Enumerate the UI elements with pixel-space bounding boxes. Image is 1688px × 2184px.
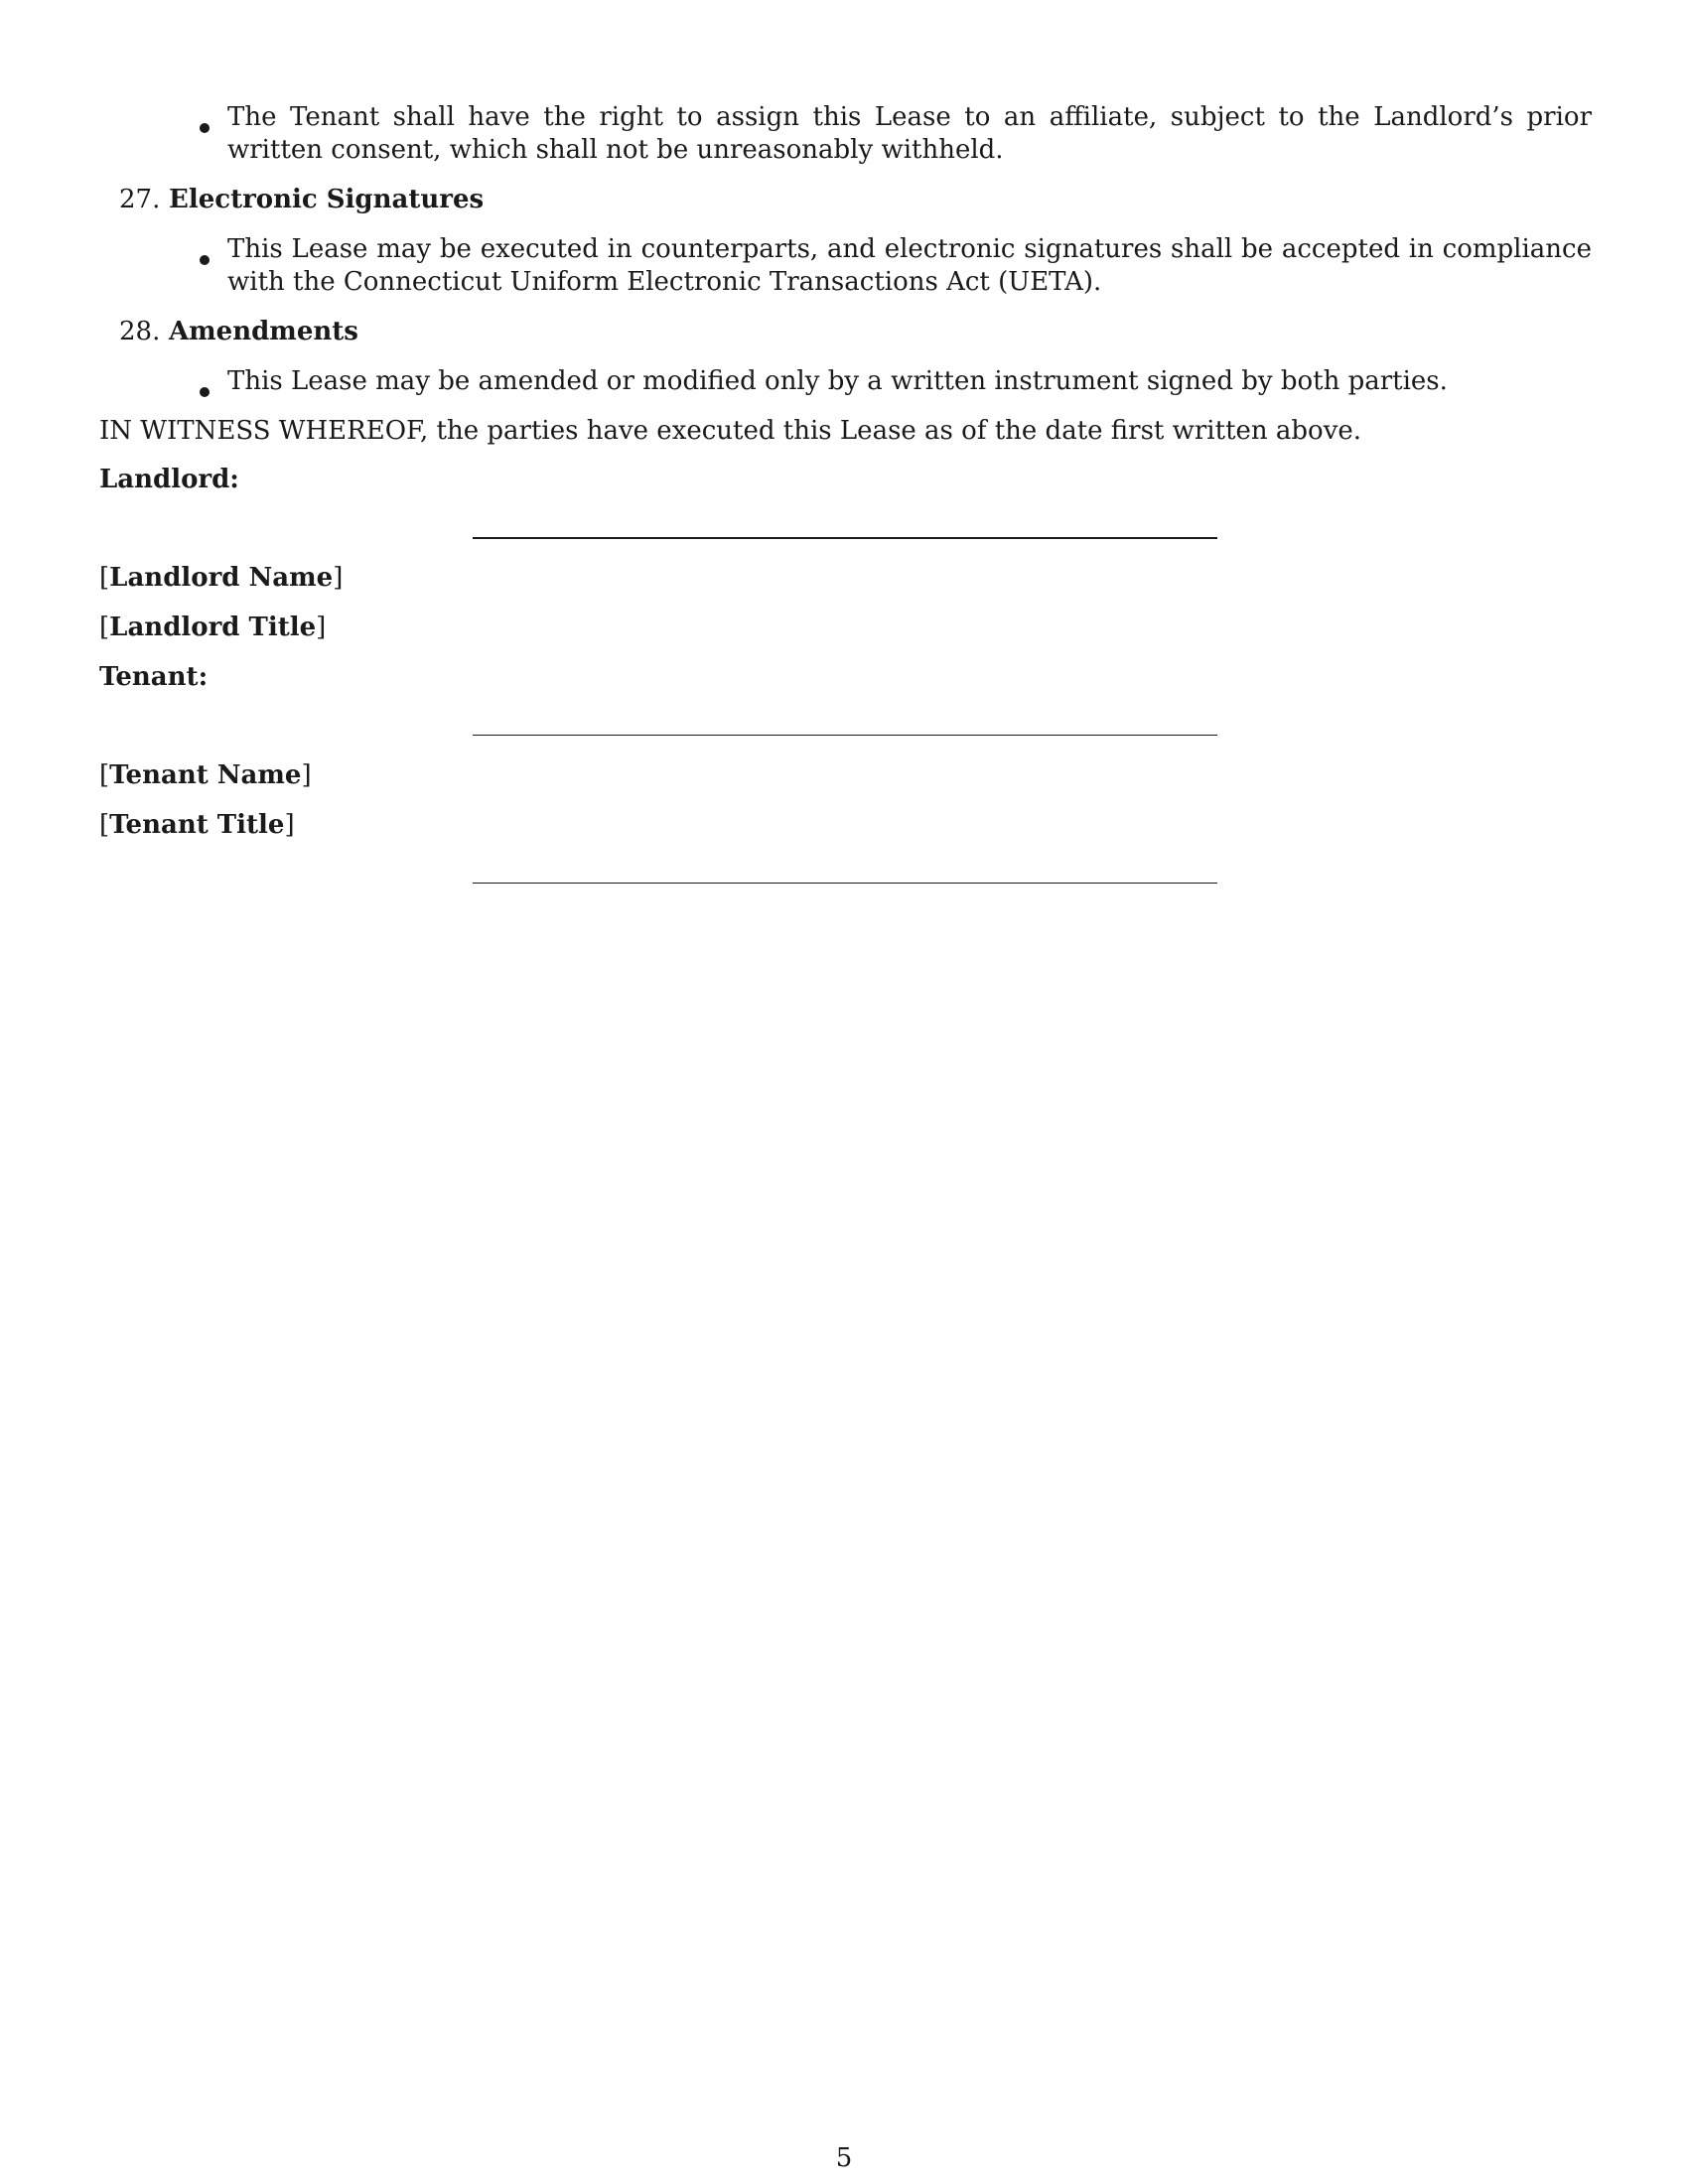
section-28-number: 28. [119,317,161,346]
bracket-open: [ [99,613,110,642]
witness-statement: IN WITNESS WHEREOF, the parties have executed this Lease as of the date first written above. [99,416,1362,446]
landlord-signature-line[interactable] [473,537,1217,539]
landlord-title-placeholder [99,612,326,644]
date-signature-line[interactable] [473,883,1217,884]
landlord-name-placeholder [99,562,343,595]
section-27-number: 27. [119,185,161,214]
section-28-title: Amendments [169,317,358,346]
tenant-name-placeholder [99,759,312,792]
bracket-close: ] [333,563,344,593]
tenant-name: Tenant Name [109,760,302,790]
landlord-name: Landlord Name [109,563,334,593]
tenant-signature-line[interactable] [473,735,1217,736]
bullet-point [200,255,210,265]
electronic-signatures-clause-text: This Lease may be executed in counterparts, and electronic signatures shall be accepted in compliance with the Connecticut Uniform Electronic Transactions Act (UETA). [227,234,1592,297]
amendments-clause-text: This Lease may be amended or modified only by a written instrument signed by both parties. [227,366,1448,396]
bracket-close: ] [284,810,295,840]
assignment-clause-text: The Tenant shall have the right to assign this Lease to an affiliate, subject to the Landlord’s prior written consent, which shall not be unreasonably withheld. [227,102,1592,165]
bracket-open: [ [99,760,110,790]
bracket-close: ] [301,760,312,790]
landlord-label: Landlord: [99,465,239,494]
bracket-close: ] [316,613,327,642]
bracket-open: [ [99,563,110,593]
tenant-title: Tenant Title [109,810,285,840]
bullet-point [200,387,210,397]
tenant-label: Tenant: [99,662,209,692]
landlord-title: Landlord Title [109,613,317,642]
tenant-title-placeholder [99,809,295,842]
bracket-open: [ [99,810,110,840]
bullet-point [200,123,210,133]
page-number: 5 [835,2143,853,2173]
section-27-title: Electronic Signatures [169,185,485,214]
